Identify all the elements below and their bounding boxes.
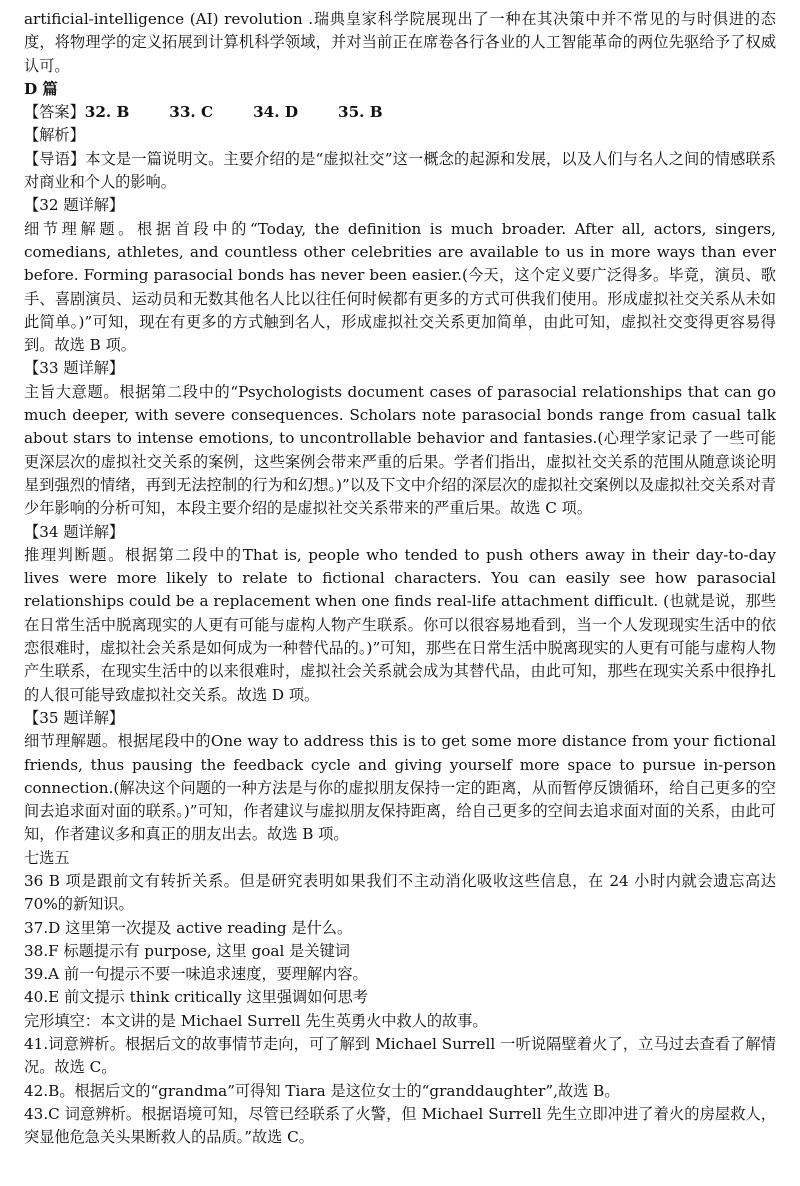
q35-heading: 【35 题详解】 — [24, 708, 125, 727]
section-d-title: D 篇 — [24, 79, 58, 98]
q32-heading: 【32 题详解】 — [24, 196, 125, 215]
q34-heading: 【34 题详解】 — [24, 522, 125, 541]
q33-explanation: 主旨大意题。根据第二段中的“Psychologists document cases of parasocial relationships that can go much deeper, with severe consequences. Scholars note parasocial bonds range from casual talk about stars to intense emotions, to uncontrollable behavior and fantasies.(心理学家记录了一些可能更深层次的虚拟社交关系的案例，这些案例会带来严重的后果。学者们指出，虚拟社交关系的范围从随意谈论明星到强烈的情绪，再到无法控制的行为和幻想。)”以及下文中介绍的深层次的虚拟社交案例以及虚拟社交关系对青少年影响的分析可知，本段主要介绍的是虚拟社交关系带来的严重后果。故选 C 项。 — [24, 382, 776, 518]
seven-five-item-39: 39.A 前一句提示不要一味追求速度，要理解内容。 — [24, 965, 368, 984]
answer-35: 35. B — [338, 103, 383, 122]
q32-explanation: 细节理解题。根据首段中的“Today, the definition is much broader. After all, actors, singers, comedians, athletes, and countless other celebrities are available to us in more ways than ever before. Forming parasocial bonds has never been easier.(今天，这个定义要广泛得多。毕竟，演员、歌手、喜剧演员、运动员和无数其他名人比以往任何时候都有更多的方式可供我们使用。形成虚拟社交关系从未如此简单。)”可知，现在有更多的方式触到名人，形成虚拟社交关系更加简单，由此可知，虚拟社交变得更容易得到。故选 B 项。 — [24, 219, 776, 355]
q35-explanation: 细节理解题。根据尾段中的One way to address this is to get some more distance from your fictional friends, thus pausing the feedback cycle and giving yourself more space to pursue in-person connection.(解决这个问题的一种方法是与你的虚拟朋友保持一定的距离，从而暂停反馈循环，给自己更多的空间去追求面对面的联系。)”可知，作者建议与虚拟朋友保持距离，给自己更多的空间去追求面对面的关系，由此可知，作者建议多和真正的朋友出去。故选 B 项。 — [24, 732, 776, 844]
guide-paragraph: 【导语】本文是一篇说明文。主要介绍的是“虚拟社交”这一概念的起源和发展，以及人们与名人之间的情感联系对商业和个人的影响。 — [24, 149, 776, 192]
analysis-label: 【解析】 — [24, 126, 85, 145]
seven-five-item-37: 37.D 这里第一次提及 active reading 是什么。 — [24, 918, 353, 937]
seven-five-item-40: 40.E 前文提示 think critically 这里强调如何思考 — [24, 988, 368, 1007]
document-page — [24, 8, 776, 1150]
cloze-item-43: 43.C 词意辨析。根据语境可知，尽管已经联系了火警，但 Michael Surrell 先生立即冲进了着火的房屋救人，突显他危急关头果断救人的品质。”故选 C。 — [24, 1104, 776, 1147]
intro-paragraph: artificial-intelligence (AI) revolution .瑞典皇家科学院展现出了一种在其决策中并不常见的与时俱进的态度，将物理学的定义拓展到计算机科学领域，并对当前正在席卷各行各业的人工智能革命的两位先驱给予了权威认可。 — [24, 10, 776, 75]
answer-33: 33. C — [169, 103, 214, 122]
seven-five-item-38: 38.F 标题提示有 purpose, 这里 goal 是关键词 — [24, 941, 350, 960]
seven-five-title: 七选五 — [24, 848, 70, 867]
q34-explanation: 推理判断题。根据第二段中的That is, people who tended to push others away in their day-to-day lives were more likely to relate to fictional characters. You can easily see how parasocial relationships could be a replacement when one finds real-life attachment difficult. (也就是说，那些在日常生活中脱离现实的人更有可能与虚构人物产生联系。你可以很容易地看到，当一个人发现现实生活中的依恋很难时，虚拟社会关系是如何成为一种替代品的。)”可知，那些在日常生活中脱离现实的人更有可能与虚构人物产生联系，在现实生活中的以来很难时，虚拟社会关系就会成为其替代品，由此可知，那些在现实关系中很挣扎的人很可能导致虚拟社交关系。故选 D 项。 — [24, 545, 776, 704]
answer-34: 34. D — [253, 103, 298, 122]
cloze-intro: 完形填空：本文讲的是 Michael Surrell 先生英勇火中救人的故事。 — [24, 1011, 488, 1030]
cloze-item-41: 41.词意辨析。根据后文的故事情节走向，可了解到 Michael Surrell 一听说隔壁着火了，立马过去查看了解情况。故选 C。 — [24, 1035, 776, 1077]
answer-label: 【答案】 — [24, 103, 85, 122]
seven-five-item-36: 36 B 项是跟前文有转折关系。但是研究表明如果我们不主动消化吸收这些信息，在 24 小时内就会遗忘高达 70%的新知识。 — [24, 871, 776, 914]
cloze-item-42: 42.B。根据后文的“grandma”可得知 Tiara 是这位女士的“granddaughter”,故选 B。 — [24, 1081, 620, 1100]
answer-32: 32. B — [84, 103, 130, 122]
answer-row — [24, 101, 776, 124]
q33-heading: 【33 题详解】 — [24, 359, 125, 378]
